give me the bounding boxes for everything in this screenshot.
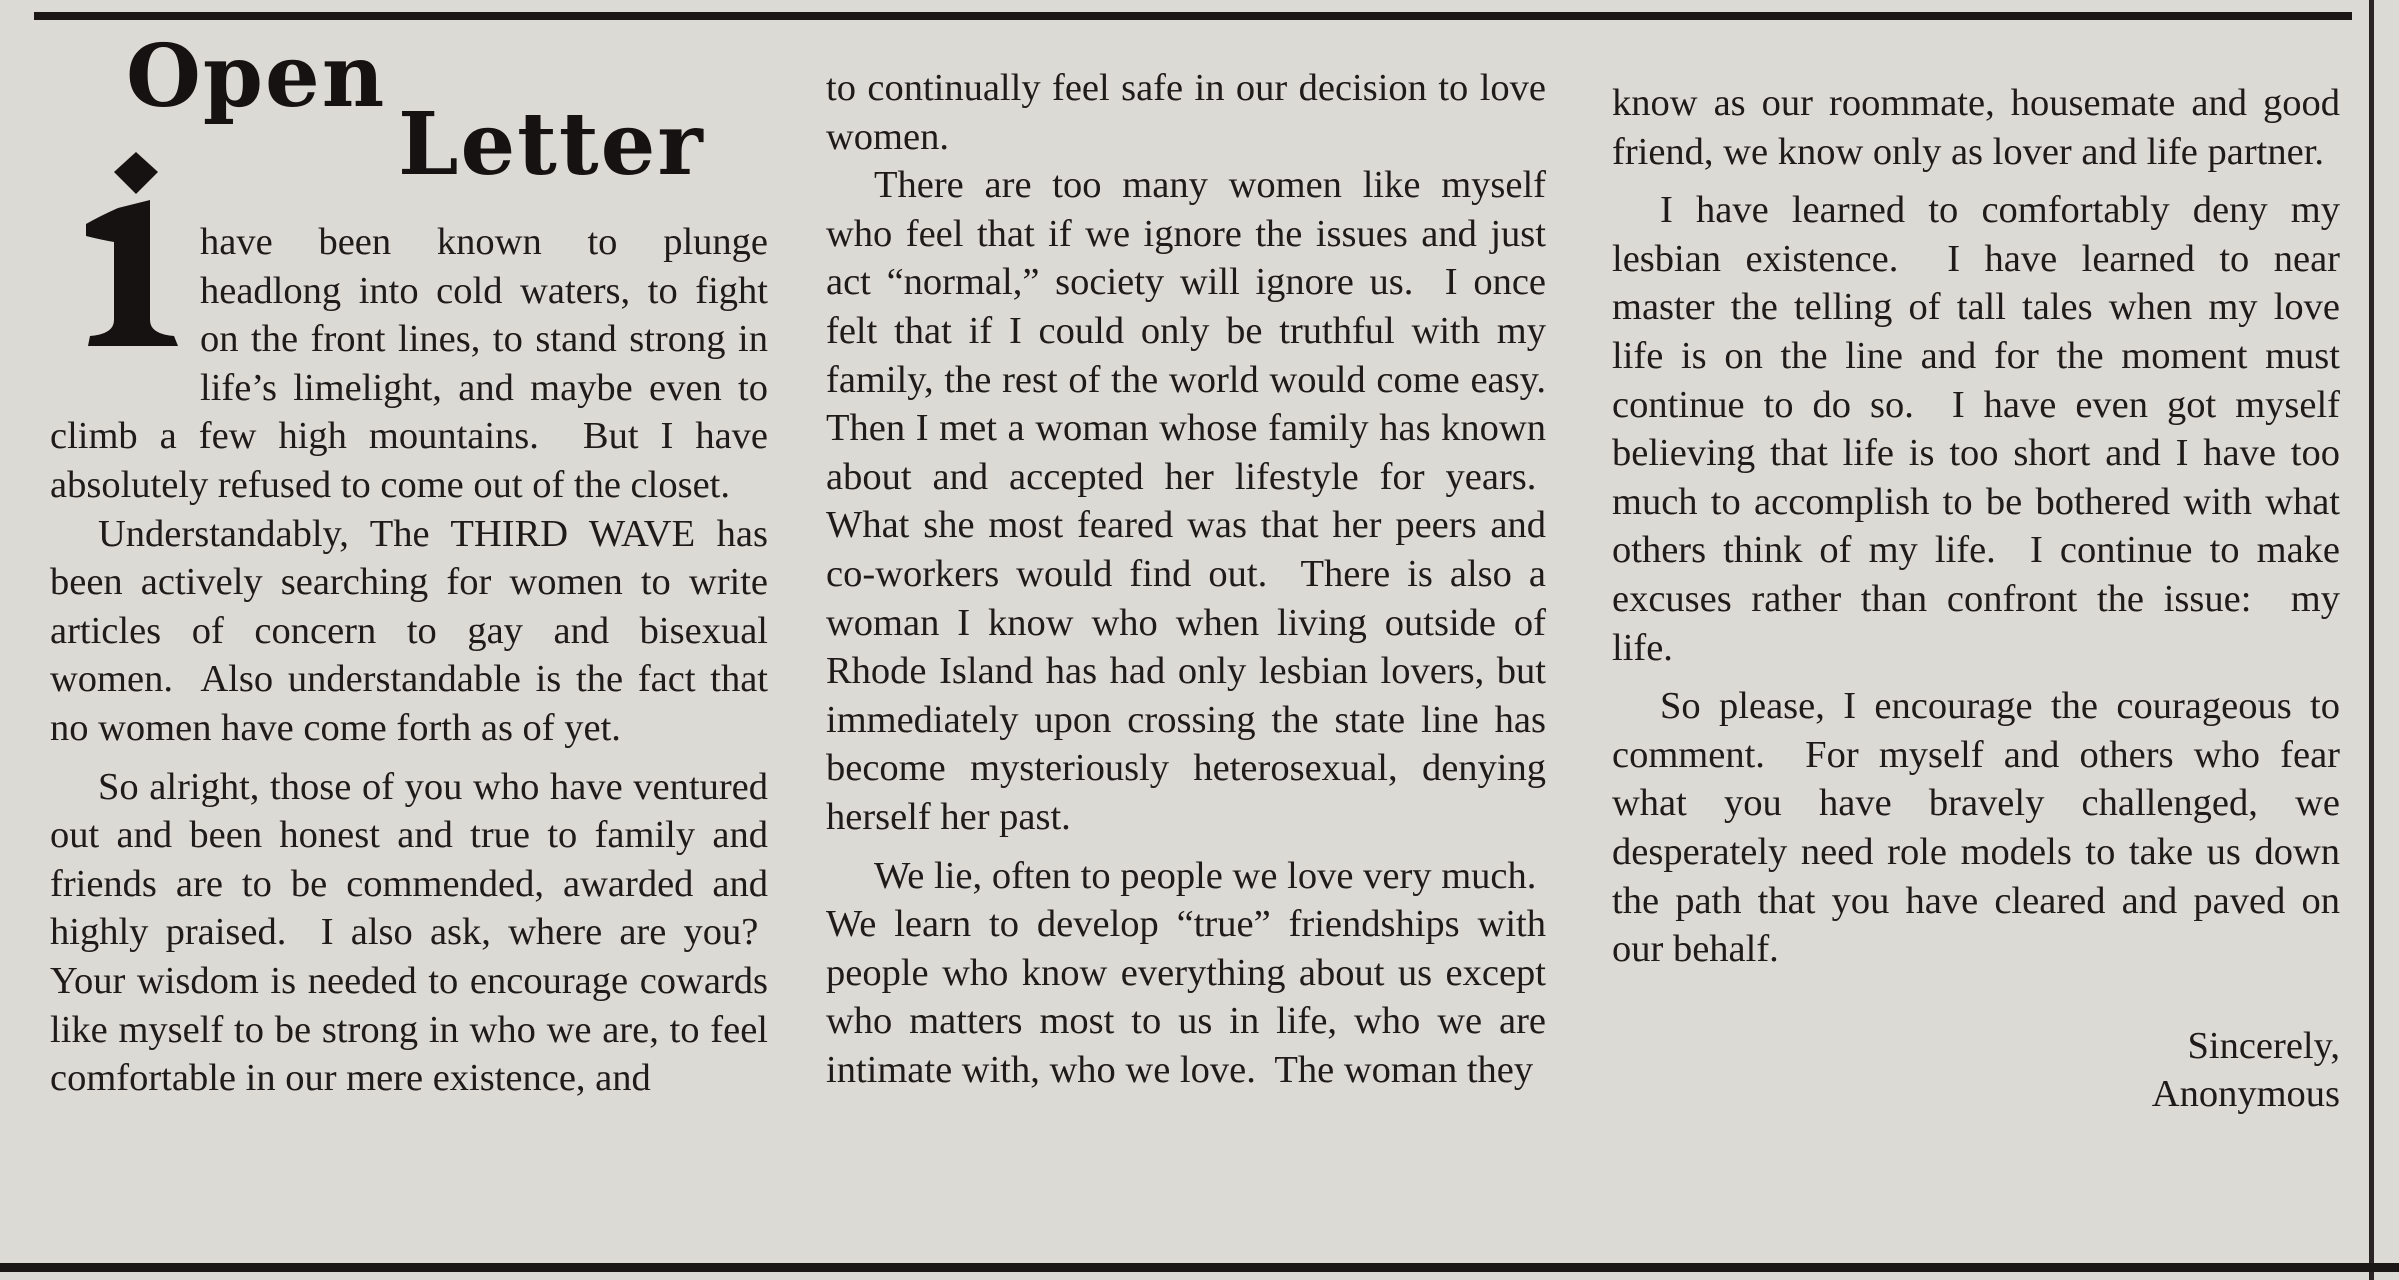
headline-word-open: Open bbox=[126, 26, 387, 127]
paragraph-continuation: to continually feel safe in our decision to love women. bbox=[826, 67, 1546, 158]
bottom-rule bbox=[0, 1263, 2399, 1272]
headline-word-letter: Letter bbox=[398, 94, 705, 195]
column-2 bbox=[826, 64, 1546, 1244]
paragraph-learned-to-deny: I have learned to comfortably deny my lesbian existence. I have learned to near master the telling of tall tales when my love life is on the line and for the moment must continue to do so. I have even got myself believing that life is too short and I have too much to accomplish to be bothered with what others think of my life. I continue to make excuses rather than confront the issue: my life. bbox=[1612, 189, 2340, 669]
paragraph-too-many-women: There are too many women like myself who feel that if we ignore the issues and just act “normal,” society will ignore us. I once felt that if I could only be truthful with my family, the rest of the world would come easy. Then I met a woman whose family has known about and accepted her lifestyle for years. What she most feared was that her peers and co-workers would find out. There is also a woman I know who when living outside of Rhode Island has had only lesbian lovers, but immediately upon crossing the state line has become mysteriously heterosexual, denying herself her past. bbox=[826, 164, 1546, 838]
paragraph-continuation-2: know as our roommate, housemate and good friend, we know only as lover and life partner. bbox=[1612, 82, 2340, 173]
column-3 bbox=[1612, 79, 2340, 1249]
paragraph-so-alright: So alright, those of you who have ventured out and been honest and true to family and friends are to be commended, awarded and highly praised. I also ask, where are you? Your wisdom is needed to encourage cowards like myself to be strong in who we are, to feel comfortable in our mere existence, and bbox=[50, 765, 768, 1100]
signature-anonymous: Anonymous bbox=[2151, 1073, 2340, 1116]
right-rule bbox=[2369, 0, 2374, 1280]
closing-sincerely: Sincerely, bbox=[2187, 1024, 2340, 1067]
paragraph-we-lie: We lie, often to people we love very much. We learn to develop “true” friendships with people who know everything about us except who matters most to us in life, who we are intimate with, who we love. The woman they bbox=[826, 854, 1546, 1091]
paragraph-so-please: So please, I encourage the courageous to comment. For myself and others who fear what you have bravely challenged, we desperately need role models to take us down the path that you have cleared and paved on our behalf. bbox=[1612, 685, 2340, 971]
paragraph-third-wave: Understandably, The THIRD WAVE has been actively searching for women to write articles of concern to gay and bisexual women. Also understandable is the fact that no women have come forth as of yet. bbox=[50, 512, 768, 749]
drop-cap-space bbox=[50, 218, 200, 364]
top-rule bbox=[34, 12, 2352, 20]
paragraph-intro: have been known to plunge headlong into cold waters, to fight on the front lines, to stand strong in life’s limelight, and maybe even to climb a few high mountains. But I have absolutely refused to come out of the closet. bbox=[50, 221, 768, 506]
column-1 bbox=[50, 218, 768, 1263]
